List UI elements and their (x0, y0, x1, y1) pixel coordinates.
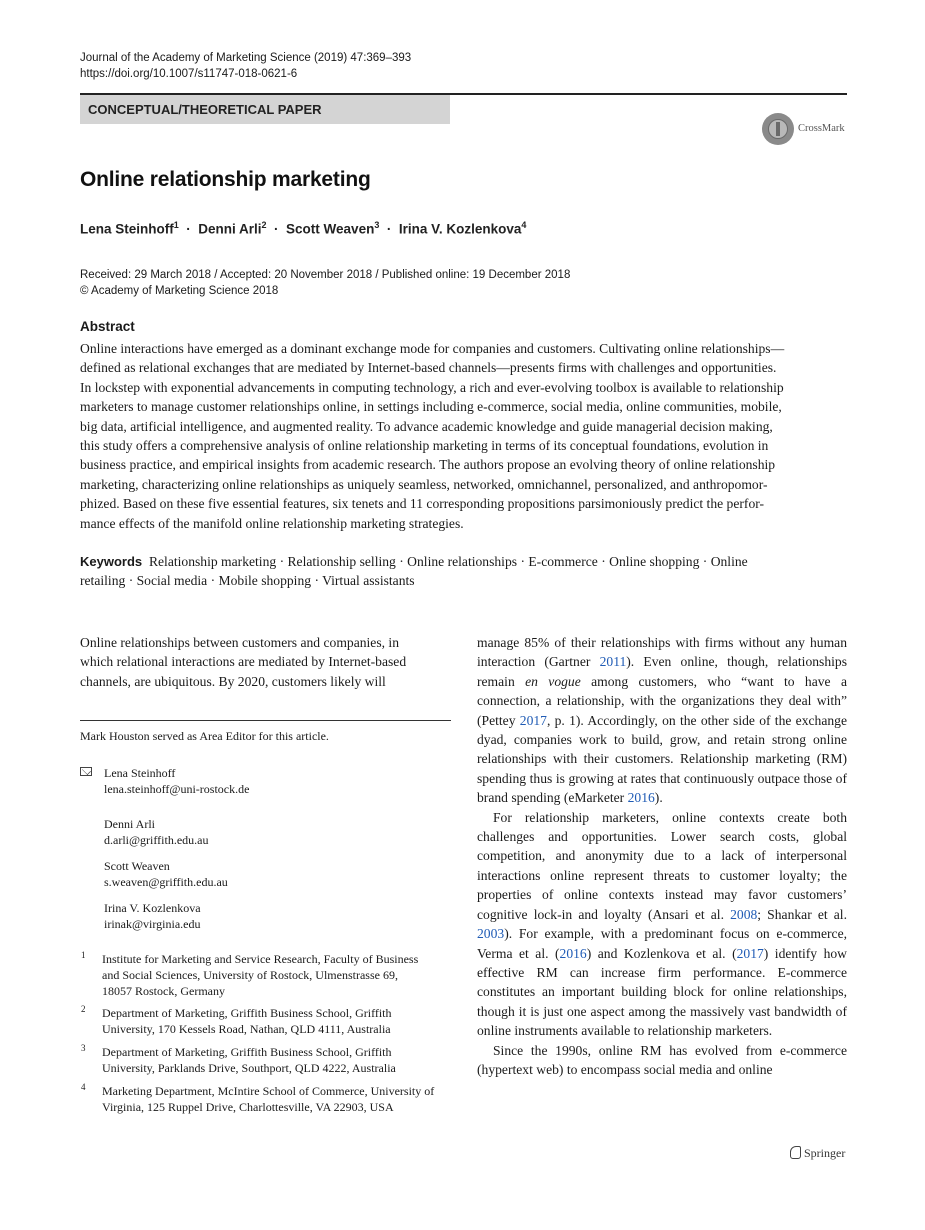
author-affiliation-ref[interactable]: 1 (173, 220, 179, 230)
affiliation-line: University, Parklands Drive, Southport, QLD 4222, Australia (102, 1061, 396, 1075)
article-title: Online relationship marketing (80, 168, 371, 191)
paper-type-label: CONCEPTUAL/THEORETICAL PAPER (88, 102, 322, 117)
author-affiliation-ref[interactable]: 2 (261, 220, 267, 230)
affiliation-text (102, 1044, 396, 1076)
body-paragraph (477, 633, 847, 808)
citation-link[interactable]: 2017 (519, 712, 547, 728)
author-name[interactable]: Denni Arli (198, 221, 262, 237)
author-list: Lena Steinhoff$^1$ · Denni Arli$^2$ · Scott Weaven$^3$ · Irina V. Kozlenkova$^4$ (80, 220, 527, 237)
text-run: ) and Kozlenkova et al. ( (586, 945, 737, 961)
doi-link[interactable]: https://doi.org/10.1007/s11747-018-0621-6 (80, 68, 298, 80)
citation-link[interactable]: 2011 (599, 654, 627, 670)
citation-link[interactable]: 2016 (559, 945, 587, 961)
springer-horse-icon (790, 1146, 801, 1159)
text-run: For relationship marketers, online contexts create both challenges and opportunities. Lower search costs, global competition, and anonymity due to a lack of interpersonal interactions online represent threats to customer loyalty; the properties of online contexts instead may favor customers’ cognitive lock-in and loyalty (Ansari et al. (477, 809, 847, 922)
keywords-label: Keywords (80, 554, 143, 569)
affiliation-number: 4 (81, 1082, 86, 1092)
author-name[interactable]: Irina V. Kozlenkova (398, 221, 522, 237)
author-name[interactable]: Lena Steinhoff (80, 221, 174, 237)
journal-citation: Journal of the Academy of Marketing Science (2019) 47:369–393 (80, 52, 412, 64)
intro-line: Online relationships between customers and companies, in (80, 635, 399, 650)
text-run: , p. 1). Accordingly, on the other side of the exchange dyad, companies work to build, grow, and retain strong online relationships with their customers. Relationship marketing (RM) spending thus is growing at rates that continuously outpace those of brand spending (eMarketer (477, 712, 848, 806)
abstract-line: marketers to manage customer relationships online, in settings including e-commerce, social media, online communities, mobile, (80, 399, 782, 415)
author-affiliation-ref[interactable]: 4 (521, 220, 527, 230)
text-run: ). For example, with a predominant focus on e-commerce, Verma et al. ( (477, 926, 847, 961)
crossmark-button[interactable] (762, 113, 850, 145)
contact-email[interactable]: lena.steinhoff@uni-rostock.de (104, 781, 250, 796)
body-text-right-column (477, 633, 847, 1079)
abstract-line: this study offers a comprehensive analysis of online relationship marketing in terms of its conceptual foundations, evolution in (80, 438, 769, 454)
body-paragraph: Since the 1990s, online RM has evolved from e-commerce (hypertext web) to encompass social media and online (477, 1042, 847, 1077)
contact-email[interactable]: s.weaven@griffith.edu.au (104, 874, 228, 889)
affiliation-text (102, 951, 418, 999)
author-name[interactable]: Scott Weaven (286, 221, 375, 237)
abstract-line: phized. Based on these five essential features, six tenets and 11 corresponding propositions parsimoniously predict the perfor- (80, 496, 765, 512)
text-run: among customers, who “want to have a connection, a relationship, with the organizations they deal with” (Pettey (477, 673, 847, 728)
text-run: ; Shankar et al. (757, 906, 847, 922)
affiliation-number: 1 (81, 950, 86, 960)
contact-email[interactable]: irinak@virginia.edu (104, 916, 201, 931)
affiliation-line: and Social Sciences, University of Rostock, Ulmenstrasse 69, (102, 968, 398, 982)
citation-link[interactable]: 2008 (730, 906, 758, 922)
abstract-line: marketing, characterizing online relationships as uniquely seamless, networked, omnichannel, personalized, and anthropomor- (80, 476, 768, 492)
envelope-icon (80, 767, 92, 776)
citation-link[interactable]: 2003 (477, 926, 505, 942)
body-paragraph (477, 808, 847, 1041)
affiliation-text (102, 1005, 392, 1037)
abstract-text (80, 339, 847, 533)
affiliation-number: 2 (81, 1004, 86, 1014)
text-run: manage 85% of their relationships with firms without any human interaction (Gartner (477, 635, 847, 670)
contact-name: Lena Steinhoff (104, 766, 176, 780)
publisher-logo (790, 1144, 850, 1162)
abstract-line: In lockstep with exponential advancements in computing technology, a rich and ever-evolving toolbox is available to relationship (80, 379, 784, 395)
affiliation-line: Virginia, 125 Ruppel Drive, Charlottesville, VA 22903, USA (102, 1100, 394, 1114)
affiliation-number: 3 (81, 1043, 86, 1053)
intro-text (80, 633, 451, 691)
affiliation-line: Marketing Department, McIntire School of Commerce, University of (102, 1084, 435, 1098)
affiliation-line: 18057 Rostock, Germany (102, 984, 225, 998)
contact-entry (104, 901, 201, 932)
citation-link[interactable]: 2017 (736, 945, 764, 961)
keywords-section (80, 552, 847, 591)
intro-line: channels, are ubiquitous. By 2020, customers likely will (80, 673, 386, 689)
contact-entry (104, 766, 249, 797)
affiliation-line: Department of Marketing, Griffith Business School, Griffith (102, 1006, 392, 1020)
emphasis-text: en vogue (525, 673, 581, 689)
publisher-name: Springer (804, 1146, 846, 1160)
contact-name: Scott Weaven (104, 859, 170, 873)
affiliation-line: Department of Marketing, Griffith Business School, Griffith (102, 1045, 392, 1059)
paper-type-banner (80, 95, 450, 124)
contact-entry (104, 817, 208, 848)
citation-link[interactable]: 2016 (627, 790, 655, 806)
contact-entry (104, 859, 228, 890)
footnote-rule (80, 720, 451, 721)
contact-email[interactable]: d.arli@griffith.edu.au (104, 832, 209, 847)
copyright-notice: © Academy of Marketing Science 2018 (80, 285, 279, 297)
text-run: ). (654, 790, 663, 806)
author-affiliation-ref[interactable]: 3 (374, 220, 380, 230)
crossmark-icon (762, 113, 794, 145)
text-run: ). Even online, though, relationships remain (477, 654, 847, 689)
affiliation-line: University, 170 Kessels Road, Nathan, QLD 4111, Australia (102, 1022, 391, 1036)
abstract-line: Online interactions have emerged as a dominant exchange mode for companies and customers. Cultivating online relationships— (80, 341, 785, 356)
affiliation-line: Institute for Marketing and Service Research, Faculty of Business (102, 952, 419, 966)
abstract-line: defined as relational exchanges that are mediated by Internet-based channels—presents firms with challenges and opportunities. (80, 360, 777, 376)
affiliation-text (102, 1083, 434, 1115)
abstract-line: big data, artificial intelligence, and augmented reality. To advance academic knowledge and guide managerial decision making, (80, 418, 773, 434)
abstract-line: mance effects of the manifold online relationship marketing strategies. (80, 515, 464, 531)
area-editor-note: Mark Houston served as Area Editor for this article. (80, 729, 329, 743)
keywords-line: retailing · Social media · Mobile shopping · Virtual assistants (80, 573, 415, 589)
contact-name: Irina V. Kozlenkova (104, 901, 201, 915)
abstract-heading: Abstract (80, 319, 135, 334)
intro-line: which relational interactions are mediated by Internet-based (80, 654, 407, 670)
keywords-line: Relationship marketing · Relationship selling · Online relationships · E-commerce · Online shopping · Online (148, 554, 748, 569)
publication-dates: Received: 29 March 2018 / Accepted: 20 November 2018 / Published online: 19 December 2018 (80, 269, 571, 281)
text-run: ) identify how effective RM can increase firm performance. E-commerce constitutes an important building block for online relationships, though it is just one aspect among the massively vast bandwidth of online instruments available to relationship marketers. (477, 945, 847, 1039)
crossmark-label: CrossMark (798, 123, 845, 134)
abstract-line: business practice, and empirical insights from academic research. The authors propose an evolving theory of online relationship (80, 457, 776, 473)
contact-name: Denni Arli (104, 817, 155, 831)
